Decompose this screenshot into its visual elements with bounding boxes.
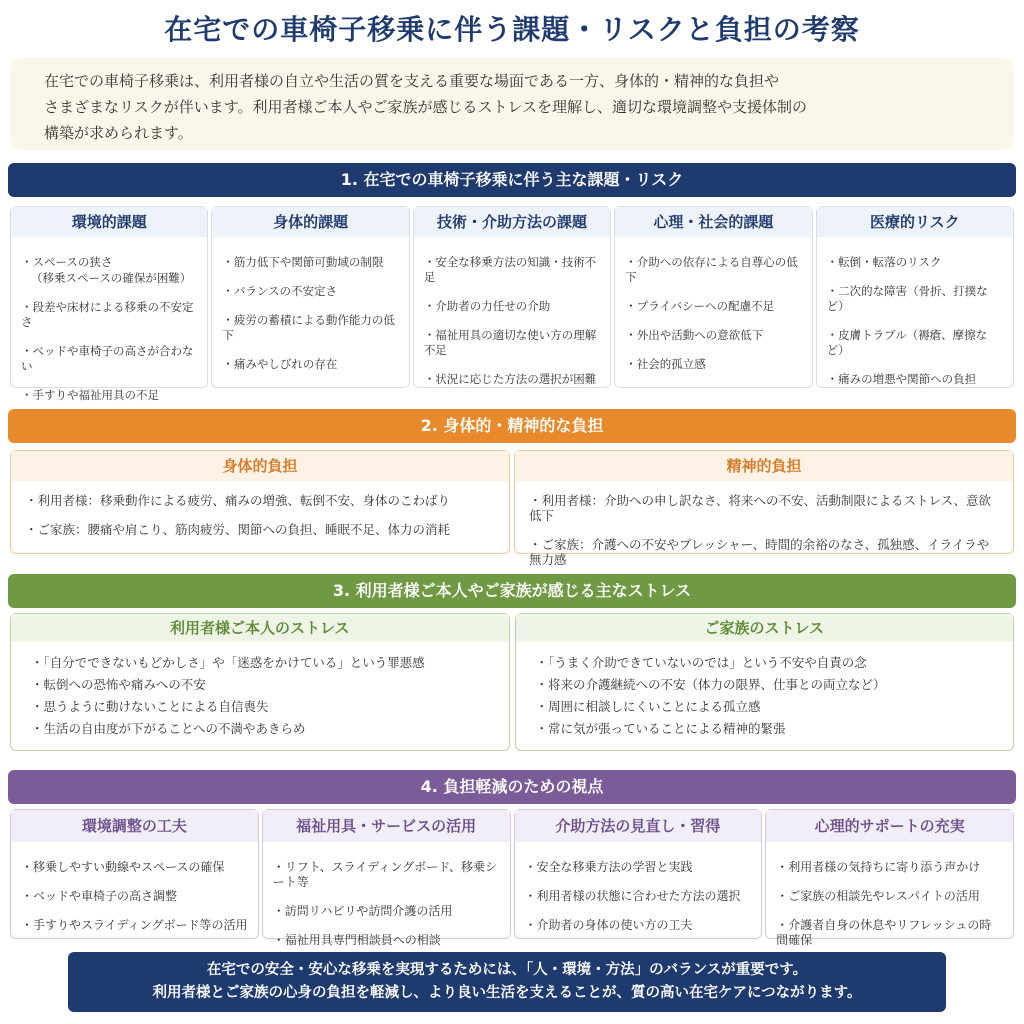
list-item: ・ベッドや車椅子の高さが合わない [21, 344, 194, 373]
list-item: ・福祉用具専門相談員への相談 [272, 933, 441, 947]
card-title: 身体的負担 [11, 451, 509, 481]
list-item: ・生活の自由度が下がることへの不満やあきらめ [31, 721, 306, 736]
card-medical [816, 206, 1014, 388]
summary-line: 利用者様とご家族の心身の負担を軽減し、より良い生活を支えることが、質の高い在宅ケアにつながります。 [152, 985, 862, 1001]
list-item: ・移乗しやすい動線やスペースの確保 [21, 860, 225, 874]
list-item: ・二次的な障害（骨折、打撲など） [826, 284, 988, 313]
card-title: 環境調整の工夫 [11, 810, 258, 842]
intro-box [10, 58, 1014, 150]
list-item: ・外出や活動への意欲低下 [625, 328, 764, 342]
list-item: ・「うまく介助できていないのでは」という不安や自責の念 [535, 655, 867, 670]
list-item: ・周囲に相談しにくいことによる孤立感 [535, 699, 761, 714]
card-environment [10, 206, 208, 402]
list-item: ・ご家族：腰痛や肩こり、筋肉疲労、関節への負担、睡眠不足、体力の消耗 [25, 522, 451, 537]
list-item: ・転倒への恐怖や痛みへの不安 [31, 677, 206, 692]
card-title: 環境的課題 [11, 207, 207, 237]
card-title: 技術・介助方法の課題 [414, 207, 610, 237]
list-item: ・福祉用具の適切な使い方の理解不足 [423, 328, 597, 357]
intro-line: 在宅での車椅子移乗は、利用者様の自立や生活の質を支える重要な場面である一方、身体的・精神的な負担や [44, 72, 780, 90]
list-item: ・手すりやスライディングボード等の活用 [21, 918, 248, 932]
card-family-stress [515, 613, 1015, 751]
list-item: ・段差や床材による移乗の不安定さ [21, 300, 194, 329]
list-item: ・「自分でできないもどかしさ」や「迷惑をかけている」という罪悪感 [31, 655, 425, 670]
card-title: ご家族のストレス [516, 614, 1014, 642]
list-item: ・痛みの増悪や関節への負担 [826, 372, 977, 386]
list-item: ・利用者様：介助への申し訳なさ、将来への不安、活動制限によるストレス、意欲低下 [529, 493, 992, 523]
section3-heading: 3. 利用者様ご本人やご家族が感じる主なストレス [8, 574, 1016, 608]
list-item: ・利用者様：移乗動作による疲労、痛みの増強、転倒不安、身体のこわばり [25, 493, 451, 508]
section4-heading: 4. 負担軽減のための視点 [8, 770, 1016, 804]
card-title: 身体的課題 [212, 207, 408, 237]
list-item: （移乗スペースの確保が困難） [31, 271, 192, 285]
list-item: ・疲労の蓄積による動作能力の低下 [222, 313, 395, 342]
section2-cards [10, 450, 1014, 567]
list-item: ・プライバシーへの配慮不足 [625, 299, 775, 313]
summary-banner [68, 952, 946, 1012]
list-item: ・思うように動けないことによる自信喪失 [31, 699, 269, 714]
card-assist-method [514, 809, 763, 939]
card-mental-burden [514, 450, 1014, 567]
list-item: ・利用者様の状態に合わせた方法の選択 [524, 889, 741, 903]
card-title: 心理的サポートの充実 [766, 810, 1013, 842]
list-item: ・ベッドや車椅子の高さ調整 [21, 889, 178, 903]
section1-heading: 1. 在宅での車椅子移乗に伴う主な課題・リスク [8, 163, 1016, 197]
list-item: ・介護者自身の休息やリフレッシュの時間確保 [776, 918, 992, 947]
section2-heading: 2. 身体的・精神的な負担 [8, 409, 1016, 443]
list-item: ・リフト、スライディングボード、移乗シート等 [272, 860, 498, 889]
card-environment-adjust [10, 809, 259, 939]
card-user-stress [10, 613, 510, 751]
card-psych-support [765, 809, 1014, 947]
list-item: ・ご家族：介護への不安やプレッシャー、時間的余裕のなさ、孤独感、イライラや無力感 [529, 537, 990, 567]
list-item: ・ご家族の相談先やレスパイトの活用 [776, 889, 980, 903]
intro-line: 構築が求められます。 [44, 124, 193, 142]
card-psychosocial [614, 206, 812, 388]
card-welfare-equipment [262, 809, 511, 947]
list-item: ・皮膚トラブル（褥瘡、摩擦など） [826, 328, 988, 357]
card-physical-burden [10, 450, 510, 554]
list-item: ・安全な移乗方法の学習と実践 [524, 860, 693, 874]
intro-line: さまざまなリスクが伴います。利用者様ご本人やご家族が感じるストレスを理解し、適切な環境調整や支援体制の [44, 98, 808, 116]
section3-cards [10, 613, 1014, 751]
section1-cards [10, 206, 1014, 402]
card-physical [211, 206, 409, 388]
card-title: 医療的リスク [817, 207, 1013, 237]
card-title: 精神的負担 [515, 451, 1013, 481]
list-item: ・痛みやしびれの存在 [222, 357, 338, 371]
list-item: ・将来の介護継続への不安（体力の限界、仕事との両立など） [535, 677, 886, 692]
list-item: ・状況に応じた方法の選択が困難 [423, 372, 597, 386]
list-item: ・転倒・転落のリスク [826, 255, 942, 269]
list-item: ・社会的孤立感 [625, 357, 706, 371]
list-item: ・訪問リハビリや訪問介護の活用 [272, 904, 453, 918]
card-title: 心理・社会的課題 [615, 207, 811, 237]
page-title: 在宅での車椅子移乗に伴う課題・リスクと負担の考察 [164, 13, 860, 46]
list-item: ・手すりや福祉用具の不足 [21, 388, 159, 402]
card-title: 利用者様ご本人のストレス [11, 614, 509, 642]
list-item: ・スペースの狭さ [21, 255, 113, 269]
list-item: ・安全な移乗方法の知識・技術不足 [423, 255, 597, 284]
card-title: 介助方法の見直し・習得 [515, 810, 762, 842]
list-item: ・常に気が張っていることによる精神的緊張 [535, 721, 786, 736]
list-item: ・介助への依存による自尊心の低下 [625, 255, 798, 284]
list-item: ・利用者様の気持ちに寄り添う声かけ [776, 860, 981, 874]
list-item: ・バランスの不安定さ [222, 284, 338, 298]
card-technique [413, 206, 611, 388]
card-title: 福祉用具・サービスの活用 [263, 810, 510, 842]
list-item: ・介助者の身体の使い方の工夫 [524, 918, 693, 932]
summary-line: 在宅での安全・安心な移乗を実現するためには、「人・環境・方法」のバランスが重要です。 [206, 962, 808, 978]
list-item: ・筋力低下や関節可動域の制限 [222, 255, 384, 269]
section4-cards [10, 809, 1014, 947]
list-item: ・介助者の力任せの介助 [423, 299, 551, 313]
